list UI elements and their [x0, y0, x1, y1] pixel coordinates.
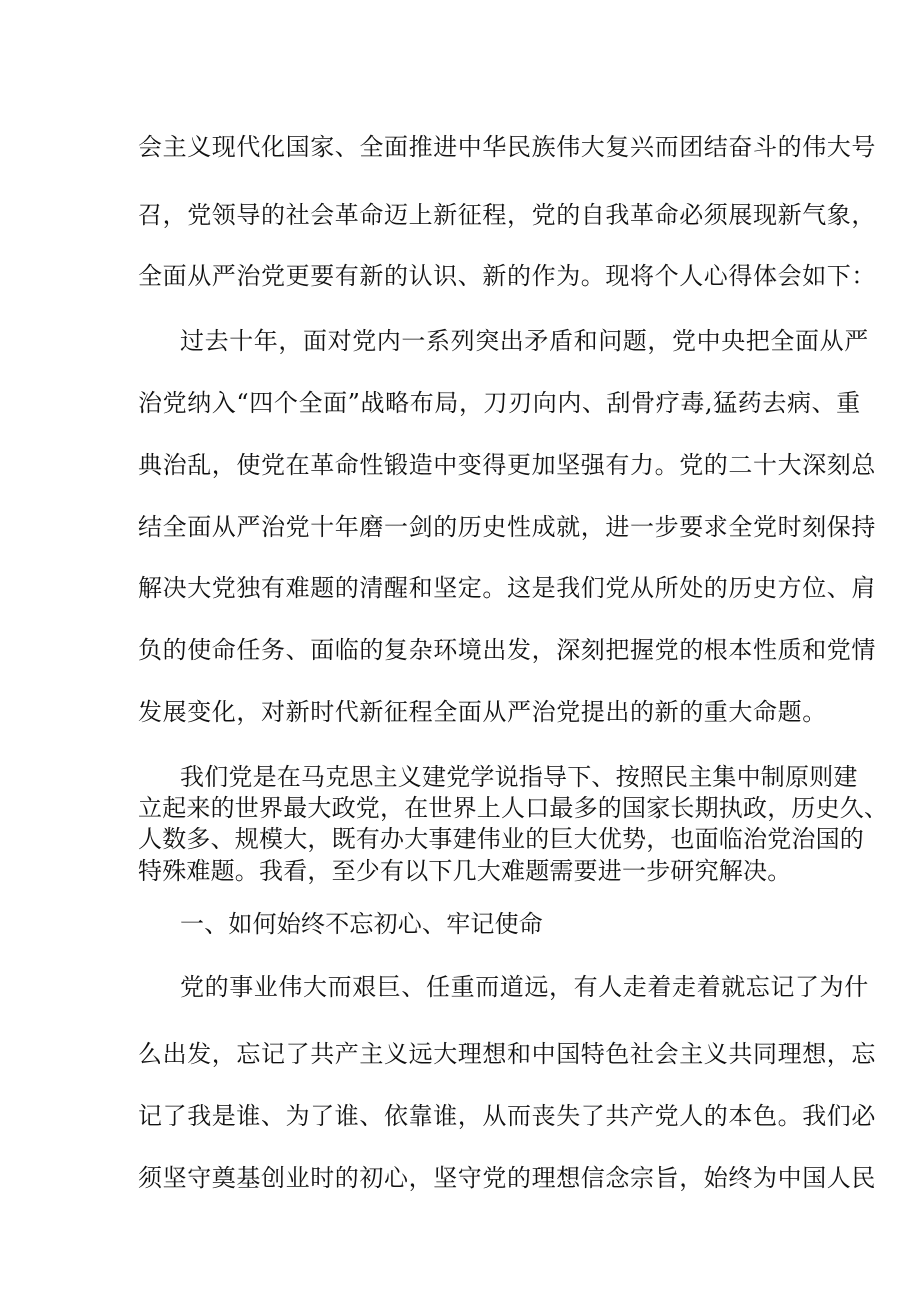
paragraph-line: 过去十年，面对党内一系列突出矛盾和问题，党中央把全面从严 [180, 327, 869, 355]
paragraph-line: 人数多、规模大，既有办大事建伟业的巨大优势，也面临治党治国的 [138, 825, 864, 853]
paragraph-line: 典治乱，使党在革命性锻造中变得更加坚强有力。党的二十大深刻总 [138, 451, 876, 479]
paragraph-line: 须坚守奠基创业时的初心，坚守党的理想信念宗旨，始终为中国人民 [138, 1164, 876, 1192]
paragraph-line: 召，党领导的社会革命迈上新征程，党的自我革命必须展现新气象， [138, 201, 876, 229]
paragraph-line: 特殊难题。我看，至少有以下几大难题需要进一步研究解决。 [138, 857, 792, 885]
paragraph-line: 立起来的世界最大政党，在世界上人口最多的国家长期执政，历史久、 [138, 794, 889, 822]
paragraph-line: 结全面从严治党十年磨一剑的历史性成就，进一步要求全党时刻保持 [138, 513, 876, 541]
paragraph-line: 负的使命任务、面临的复杂环境出发，深刻把握党的根本性质和党情 [138, 636, 876, 664]
paragraph-line: 全面从严治党更要有新的认识、新的作为。现将个人心得体会如下： [138, 262, 876, 290]
paragraph-line: 党的事业伟大而艰巨、任重而道远，有人走着走着就忘记了为什 [180, 973, 869, 1001]
section-heading: 一、如何始终不忘初心、牢记使命 [180, 910, 543, 938]
paragraph-line: 记了我是谁、为了谁、依靠谁，从而丧失了共产党人的本色。我们必 [138, 1102, 876, 1130]
paragraph-line: 治党纳入“四个全面”战略布局，刀刃向内、刮骨疗毒,猛药去病、重 [138, 389, 861, 417]
paragraph-line: 会主义现代化国家、全面推进中华民族伟大复兴而团结奋斗的伟大号 [138, 133, 876, 161]
paragraph-line: 发展变化，对新时代新征程全面从严治党提出的新的重大命题。 [138, 698, 827, 726]
paragraph-line: 解决大党独有难题的清醒和坚定。这是我们党从所处的历史方位、肩 [138, 574, 876, 602]
paragraph-line: 么出发，忘记了共产主义远大理想和中国特色社会主义共同理想，忘 [138, 1040, 876, 1068]
paragraph-line: 我们党是在马克思主义建党学说指导下、按照民主集中制原则建 [180, 763, 858, 791]
